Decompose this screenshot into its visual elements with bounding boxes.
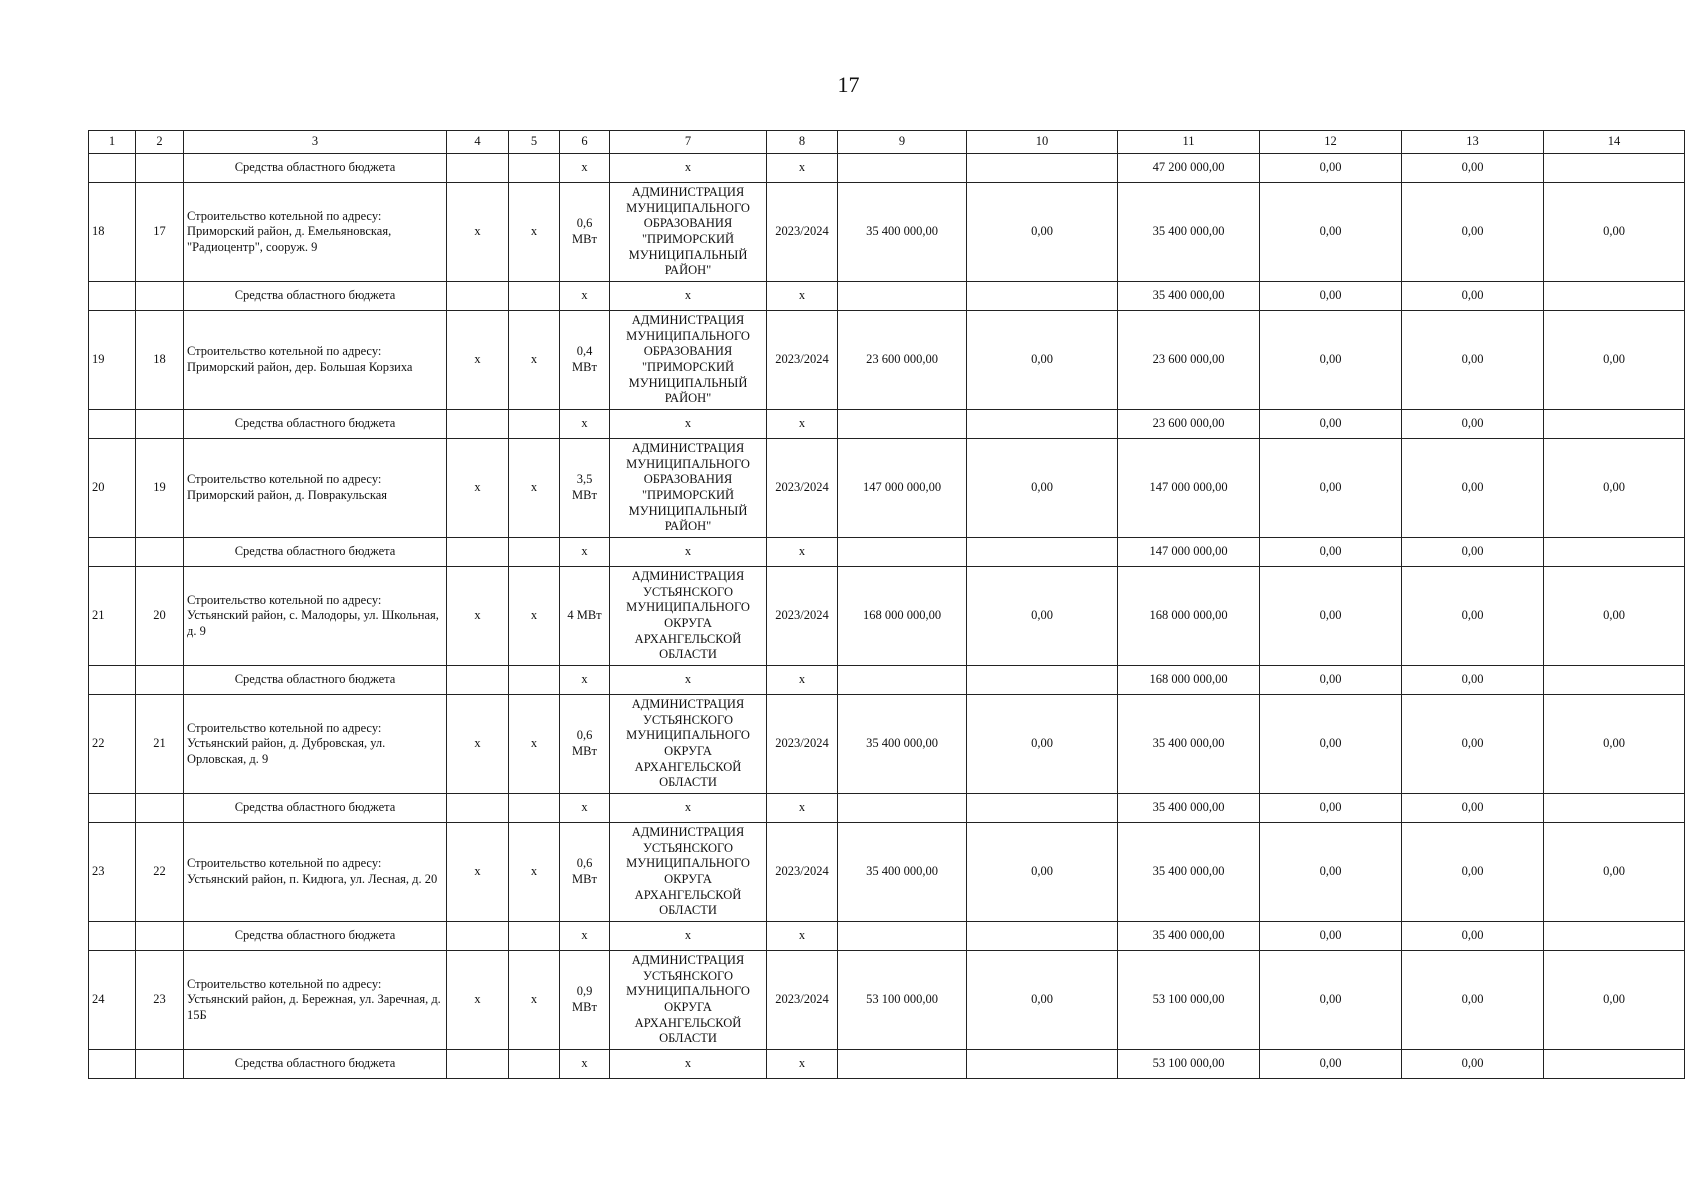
column-number: 3 [184, 131, 447, 154]
empty-cell [89, 282, 136, 311]
capacity-cell: 3,5 МВт [560, 439, 610, 538]
funding-source-row [89, 666, 1685, 695]
cell-c9: 35 400 000,00 [838, 183, 967, 282]
empty-cell [1544, 410, 1685, 439]
customer-organization: АДМИНИСТРАЦИЯ УСТЬЯНСКОГО МУНИЦИПАЛЬНОГО ОКРУГА АРХАНГЕЛЬСКОЙ ОБЛАСТИ [610, 695, 767, 794]
row-number: 20 [89, 439, 136, 538]
cell-c10: 0,00 [967, 311, 1118, 410]
cell-c11: 35 400 000,00 [1118, 183, 1260, 282]
row-number: 22 [89, 695, 136, 794]
empty-cell [136, 538, 184, 567]
cell-c13: 0,00 [1402, 567, 1544, 666]
cell-c14: 0,00 [1544, 695, 1685, 794]
cell-c12: 0,00 [1260, 282, 1402, 311]
empty-cell [509, 410, 560, 439]
cell-c8: x [767, 922, 838, 951]
cell-c13: 0,00 [1402, 154, 1544, 183]
cell-c6: x [560, 794, 610, 823]
cell-c4: x [447, 439, 509, 538]
cell-c6: x [560, 410, 610, 439]
funding-source-row [89, 154, 1685, 183]
cell-c11: 168 000 000,00 [1118, 567, 1260, 666]
column-number: 12 [1260, 131, 1402, 154]
cell-c9: 147 000 000,00 [838, 439, 967, 538]
empty-cell [838, 794, 967, 823]
cell-c13: 0,00 [1402, 695, 1544, 794]
object-name: Строительство котельной по адресу: Приморский район, д. Емельяновская, "Радиоцентр", сооруж. 9 [184, 183, 447, 282]
funding-source-label: Средства областного бюджета [184, 1050, 447, 1079]
empty-cell [447, 410, 509, 439]
cell-c11: 35 400 000,00 [1118, 794, 1260, 823]
funding-source-label: Средства областного бюджета [184, 410, 447, 439]
empty-cell [1544, 1050, 1685, 1079]
funding-source-row [89, 922, 1685, 951]
funding-source-label: Средства областного бюджета [184, 154, 447, 183]
column-number: 10 [967, 131, 1118, 154]
empty-cell [447, 154, 509, 183]
cell-c13: 0,00 [1402, 410, 1544, 439]
cell-c4: x [447, 951, 509, 1050]
empty-cell [447, 538, 509, 567]
item-number: 18 [136, 311, 184, 410]
cell-c7: x [610, 410, 767, 439]
period-cell: 2023/2024 [767, 823, 838, 922]
cell-c12: 0,00 [1260, 183, 1402, 282]
empty-cell [838, 922, 967, 951]
cell-c8: x [767, 538, 838, 567]
funding-source-label: Средства областного бюджета [184, 922, 447, 951]
row-number: 19 [89, 311, 136, 410]
cell-c4: x [447, 695, 509, 794]
budget-table [88, 130, 1685, 1079]
object-name: Строительство котельной по адресу: Устьянский район, д. Дубровская, ул. Орловская, д. 9 [184, 695, 447, 794]
cell-c12: 0,00 [1260, 951, 1402, 1050]
cell-c7: x [610, 794, 767, 823]
empty-cell [136, 922, 184, 951]
object-name: Строительство котельной по адресу: Приморский район, д. Повракульская [184, 439, 447, 538]
cell-c12: 0,00 [1260, 311, 1402, 410]
cell-c11: 35 400 000,00 [1118, 922, 1260, 951]
object-name: Строительство котельной по адресу: Приморский район, дер. Большая Корзиха [184, 311, 447, 410]
empty-cell [838, 410, 967, 439]
cell-c8: x [767, 410, 838, 439]
page-number: 17 [837, 72, 860, 97]
empty-cell [967, 922, 1118, 951]
empty-cell [136, 282, 184, 311]
cell-c5: x [509, 823, 560, 922]
cell-c10 [967, 154, 1118, 183]
empty-cell [1544, 666, 1685, 695]
cell-c10: 0,00 [967, 695, 1118, 794]
column-number: 9 [838, 131, 967, 154]
cell-c13: 0,00 [1402, 311, 1544, 410]
funding-source-row [89, 794, 1685, 823]
cell-c13: 0,00 [1402, 922, 1544, 951]
cell-c12: 0,00 [1260, 439, 1402, 538]
table-row [89, 951, 1685, 1050]
empty-cell [447, 794, 509, 823]
cell-c5: x [509, 951, 560, 1050]
empty-cell [1544, 794, 1685, 823]
cell-c11: 35 400 000,00 [1118, 695, 1260, 794]
cell-c11: 47 200 000,00 [1118, 154, 1260, 183]
customer-organization: АДМИНИСТРАЦИЯ УСТЬЯНСКОГО МУНИЦИПАЛЬНОГО ОКРУГА АРХАНГЕЛЬСКОЙ ОБЛАСТИ [610, 951, 767, 1050]
cell-c8: x [767, 154, 838, 183]
cell-c13: 0,00 [1402, 951, 1544, 1050]
cell-c13: 0,00 [1402, 794, 1544, 823]
period-cell: 2023/2024 [767, 567, 838, 666]
capacity-cell: 0,4 МВт [560, 311, 610, 410]
funding-source-row [89, 410, 1685, 439]
funding-source-label: Средства областного бюджета [184, 282, 447, 311]
empty-cell [89, 410, 136, 439]
customer-organization: АДМИНИСТРАЦИЯ МУНИЦИПАЛЬНОГО ОБРАЗОВАНИЯ "ПРИМОРСКИЙ МУНИЦИПАЛЬНЫЙ РАЙОН" [610, 311, 767, 410]
cell-c14: 0,00 [1544, 951, 1685, 1050]
cell-c9: 35 400 000,00 [838, 823, 967, 922]
cell-c12: 0,00 [1260, 154, 1402, 183]
empty-cell [967, 666, 1118, 695]
empty-cell [838, 538, 967, 567]
period-cell: 2023/2024 [767, 439, 838, 538]
item-number: 17 [136, 183, 184, 282]
cell-c13: 0,00 [1402, 1050, 1544, 1079]
table-row [89, 439, 1685, 538]
cell-c11: 147 000 000,00 [1118, 538, 1260, 567]
cell-c12: 0,00 [1260, 666, 1402, 695]
empty-cell [967, 410, 1118, 439]
cell-c12: 0,00 [1260, 794, 1402, 823]
capacity-cell: 0,9 МВт [560, 951, 610, 1050]
cell-c9: 53 100 000,00 [838, 951, 967, 1050]
cell-c6: x [560, 154, 610, 183]
empty-cell [838, 282, 967, 311]
cell-c11: 168 000 000,00 [1118, 666, 1260, 695]
empty-cell [89, 1050, 136, 1079]
cell-c14: 0,00 [1544, 183, 1685, 282]
capacity-cell: 0,6 МВт [560, 823, 610, 922]
cell-c11: 23 600 000,00 [1118, 311, 1260, 410]
cell-c14 [1544, 154, 1685, 183]
empty-cell [447, 666, 509, 695]
item-number: 22 [136, 823, 184, 922]
cell-c4: x [447, 311, 509, 410]
empty-cell [136, 154, 184, 183]
cell-c13: 0,00 [1402, 282, 1544, 311]
cell-c8: x [767, 794, 838, 823]
empty-cell [509, 922, 560, 951]
empty-cell [838, 666, 967, 695]
object-name: Строительство котельной по адресу: Устьянский район, с. Малодоры, ул. Школьная, д. 9 [184, 567, 447, 666]
cell-c7: x [610, 538, 767, 567]
cell-c9 [838, 154, 967, 183]
cell-c13: 0,00 [1402, 538, 1544, 567]
column-number: 5 [509, 131, 560, 154]
capacity-cell: 0,6 МВт [560, 183, 610, 282]
table-row [89, 567, 1685, 666]
funding-source-row [89, 282, 1685, 311]
empty-cell [967, 794, 1118, 823]
cell-c4: x [447, 567, 509, 666]
cell-c6: x [560, 1050, 610, 1079]
column-number-row [89, 131, 1685, 154]
column-number: 1 [89, 131, 136, 154]
cell-c14: 0,00 [1544, 567, 1685, 666]
cell-c5: x [509, 183, 560, 282]
item-number: 19 [136, 439, 184, 538]
empty-cell [509, 666, 560, 695]
cell-c10: 0,00 [967, 567, 1118, 666]
cell-c8: x [767, 666, 838, 695]
cell-c11: 53 100 000,00 [1118, 951, 1260, 1050]
empty-cell [967, 538, 1118, 567]
cell-c5: x [509, 311, 560, 410]
funding-source-label: Средства областного бюджета [184, 794, 447, 823]
cell-c7: x [610, 1050, 767, 1079]
item-number: 21 [136, 695, 184, 794]
cell-c14: 0,00 [1544, 311, 1685, 410]
cell-c11: 35 400 000,00 [1118, 823, 1260, 922]
row-number: 21 [89, 567, 136, 666]
cell-c10: 0,00 [967, 439, 1118, 538]
table-row [89, 183, 1685, 282]
funding-source-label: Средства областного бюджета [184, 538, 447, 567]
cell-c9: 35 400 000,00 [838, 695, 967, 794]
empty-cell [89, 794, 136, 823]
cell-c6: x [560, 666, 610, 695]
cell-c7: x [610, 666, 767, 695]
cell-c8: x [767, 282, 838, 311]
empty-cell [136, 794, 184, 823]
cell-c4: x [447, 823, 509, 922]
column-number: 8 [767, 131, 838, 154]
empty-cell [838, 1050, 967, 1079]
cell-c10: 0,00 [967, 183, 1118, 282]
capacity-cell: 0,6 МВт [560, 695, 610, 794]
funding-source-row [89, 538, 1685, 567]
cell-c12: 0,00 [1260, 695, 1402, 794]
empty-cell [967, 282, 1118, 311]
capacity-cell: 4 МВт [560, 567, 610, 666]
empty-cell [1544, 922, 1685, 951]
period-cell: 2023/2024 [767, 951, 838, 1050]
customer-organization: АДМИНИСТРАЦИЯ МУНИЦИПАЛЬНОГО ОБРАЗОВАНИЯ "ПРИМОРСКИЙ МУНИЦИПАЛЬНЫЙ РАЙОН" [610, 439, 767, 538]
period-cell: 2023/2024 [767, 311, 838, 410]
row-number: 18 [89, 183, 136, 282]
cell-c9: 168 000 000,00 [838, 567, 967, 666]
object-name: Строительство котельной по адресу: Устьянский район, п. Кидюга, ул. Лесная, д. 20 [184, 823, 447, 922]
empty-cell [89, 922, 136, 951]
cell-c10: 0,00 [967, 951, 1118, 1050]
item-number: 20 [136, 567, 184, 666]
cell-c11: 23 600 000,00 [1118, 410, 1260, 439]
cell-c5: x [509, 439, 560, 538]
row-number: 23 [89, 823, 136, 922]
empty-cell [509, 154, 560, 183]
empty-cell [509, 794, 560, 823]
cell-c12: 0,00 [1260, 1050, 1402, 1079]
cell-c12: 0,00 [1260, 567, 1402, 666]
empty-cell [136, 410, 184, 439]
empty-cell [136, 1050, 184, 1079]
cell-c14: 0,00 [1544, 439, 1685, 538]
empty-cell [447, 1050, 509, 1079]
column-number: 6 [560, 131, 610, 154]
cell-c5: x [509, 695, 560, 794]
cell-c4: x [447, 183, 509, 282]
empty-cell [967, 1050, 1118, 1079]
cell-c13: 0,00 [1402, 823, 1544, 922]
cell-c5: x [509, 567, 560, 666]
empty-cell [89, 154, 136, 183]
empty-cell [1544, 282, 1685, 311]
table-row [89, 695, 1685, 794]
object-name: Строительство котельной по адресу: Устьянский район, д. Бережная, ул. Заречная, д. 15Б [184, 951, 447, 1050]
period-cell: 2023/2024 [767, 183, 838, 282]
cell-c11: 35 400 000,00 [1118, 282, 1260, 311]
table-row [89, 823, 1685, 922]
item-number: 23 [136, 951, 184, 1050]
period-cell: 2023/2024 [767, 695, 838, 794]
column-number: 13 [1402, 131, 1544, 154]
table-row [89, 311, 1685, 410]
cell-c13: 0,00 [1402, 183, 1544, 282]
cell-c12: 0,00 [1260, 922, 1402, 951]
cell-c12: 0,00 [1260, 410, 1402, 439]
cell-c10: 0,00 [967, 823, 1118, 922]
cell-c7: x [610, 922, 767, 951]
column-number: 7 [610, 131, 767, 154]
cell-c6: x [560, 922, 610, 951]
customer-organization: АДМИНИСТРАЦИЯ УСТЬЯНСКОГО МУНИЦИПАЛЬНОГО ОКРУГА АРХАНГЕЛЬСКОЙ ОБЛАСТИ [610, 823, 767, 922]
cell-c9: 23 600 000,00 [838, 311, 967, 410]
cell-c7: x [610, 282, 767, 311]
empty-cell [1544, 538, 1685, 567]
cell-c13: 0,00 [1402, 439, 1544, 538]
empty-cell [136, 666, 184, 695]
empty-cell [509, 538, 560, 567]
funding-source-label: Средства областного бюджета [184, 666, 447, 695]
cell-c12: 0,00 [1260, 823, 1402, 922]
column-number: 2 [136, 131, 184, 154]
cell-c12: 0,00 [1260, 538, 1402, 567]
cell-c13: 0,00 [1402, 666, 1544, 695]
column-number: 14 [1544, 131, 1685, 154]
empty-cell [89, 538, 136, 567]
empty-cell [509, 282, 560, 311]
column-number: 11 [1118, 131, 1260, 154]
cell-c8: x [767, 1050, 838, 1079]
empty-cell [89, 666, 136, 695]
cell-c11: 147 000 000,00 [1118, 439, 1260, 538]
cell-c11: 53 100 000,00 [1118, 1050, 1260, 1079]
customer-organization: АДМИНИСТРАЦИЯ МУНИЦИПАЛЬНОГО ОБРАЗОВАНИЯ "ПРИМОРСКИЙ МУНИЦИПАЛЬНЫЙ РАЙОН" [610, 183, 767, 282]
customer-organization: АДМИНИСТРАЦИЯ УСТЬЯНСКОГО МУНИЦИПАЛЬНОГО ОКРУГА АРХАНГЕЛЬСКОЙ ОБЛАСТИ [610, 567, 767, 666]
empty-cell [447, 282, 509, 311]
column-number: 4 [447, 131, 509, 154]
empty-cell [509, 1050, 560, 1079]
cell-c6: x [560, 282, 610, 311]
cell-c14: 0,00 [1544, 823, 1685, 922]
funding-source-row [89, 1050, 1685, 1079]
cell-c6: x [560, 538, 610, 567]
row-number: 24 [89, 951, 136, 1050]
empty-cell [447, 922, 509, 951]
cell-c7: x [610, 154, 767, 183]
